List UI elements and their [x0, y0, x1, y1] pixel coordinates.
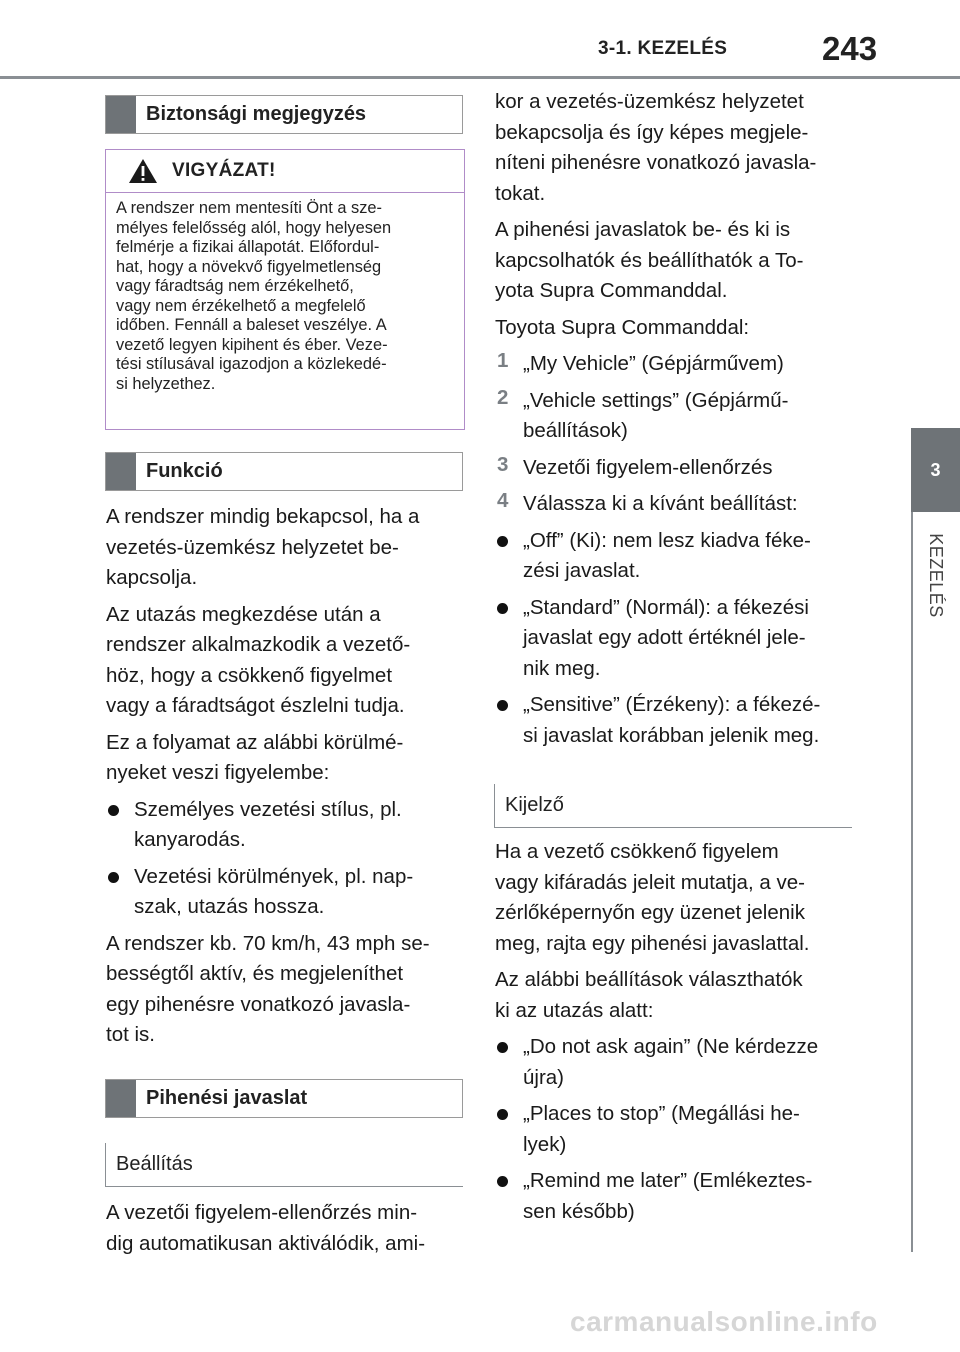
settings-subheading: Beállítás	[105, 1143, 463, 1187]
section-marker	[106, 1080, 136, 1117]
bullet-icon	[108, 872, 119, 883]
watermark: carmanualsonline.info	[570, 1306, 878, 1337]
display-subheading: Kijelző	[494, 784, 852, 828]
list-item: „Places to stop” (Megállási he- lyek)	[495, 1099, 865, 1160]
page-number: 243	[822, 30, 878, 67]
function-title: Funkció	[105, 452, 463, 491]
warning-triangle-icon	[128, 158, 158, 184]
warning-box	[105, 149, 465, 430]
step-item: 3 Vezetői figyelem-ellenőrzés	[497, 452, 773, 479]
header-rule	[0, 76, 960, 79]
paragraph: Toyota Supra Commanddal:	[495, 315, 750, 339]
paragraph: Ha a vezető csökkenő figyelem vagy kifáradás jeleit mutatja, a ve- zérlőképernyőn egy üzenet jelenik meg, rajta egy pihenési javaslattal.	[495, 840, 810, 955]
section-marker	[106, 96, 136, 133]
paragraph: Az alábbi beállítások választhatók ki az utazás alatt:	[495, 968, 803, 1022]
bullet-icon	[497, 536, 508, 547]
step-item: 4 Válassza ki a kívánt beállítást:	[497, 489, 798, 515]
step-number: 4	[497, 489, 509, 512]
warning-text: A rendszer nem mentesíti Önt a sze- mélyes felelősség alól, hogy helyesen felmérje a fizikai állapotát. Előfordul- hat, hogy a növekvő figyelmetlenség vagy fáradtság nem érzékelhető, vagy nem érzékelhető a megfelelő időben. Fennáll a baleset veszélye. A vezető legyen kipihent és éber. Veze- tési stílusával igazodjon a közlekedé- si helyzethez.	[116, 199, 392, 393]
paragraph: Ez a folyamat az alábbi körülmé- nyeket veszi figyelembe:	[106, 730, 404, 784]
paragraph: Az utazás megkezdése után a rendszer alkalmazkodik a vezető- höz, hogy a csökkenő figyelmet vagy a fáradtságot észlelni tudja.	[106, 602, 411, 717]
step-number: 3	[497, 452, 509, 476]
list-item: „Remind me later” (Emlékeztes- sen később)	[495, 1166, 865, 1227]
list-item: „Off” (Ki): nem lesz kiadva féke- zési javaslat.	[495, 526, 865, 587]
right-body-top	[495, 87, 865, 751]
bullet-icon	[497, 700, 508, 711]
bullet-icon	[497, 603, 508, 614]
list-item: „Do not ask again” (Ne kérdezze újra)	[495, 1032, 865, 1093]
paragraph: A rendszer mindig bekapcsol, ha a vezetés-üzemkész helyzetet be- kapcsolja.	[106, 505, 420, 589]
list-item: Személyes vezetési stílus, pl. kanyarodás.	[106, 795, 466, 856]
left-body-bottom: A vezetői figyelem-ellenőrzés min- dig automatikusan aktiválódik, ami-	[106, 1201, 426, 1255]
rest-suggestion-title: Pihenési javaslat	[105, 1079, 463, 1118]
step-item: 1 „My Vehicle” (Gépjárművem)	[497, 349, 784, 375]
left-body-top	[106, 502, 466, 1051]
step-item: 2 „Vehicle settings” (Gépjármű- beállítások)	[497, 385, 789, 442]
chapter-label: KEZELÉS	[925, 532, 946, 618]
bullet-icon	[497, 1109, 508, 1120]
right-body-bottom	[495, 837, 865, 1227]
paragraph: A pihenési javaslatok be- és ki is kapcsolhatók és beállíthatók a To- yota Supra Commanddal.	[495, 218, 804, 302]
safety-notes-title: Biztonsági megjegyzés	[105, 95, 463, 134]
warning-header	[106, 150, 464, 193]
section-marker	[106, 453, 136, 490]
bullet-icon	[497, 1042, 508, 1053]
section-title: 3-1. KEZELÉS	[598, 38, 728, 59]
list-item: Vezetési körülmények, pl. nap- szak, utazás hossza.	[106, 862, 466, 923]
paragraph: kor a vezetés-üzemkész helyzetet bekapcsolja és így képes megjele- níteni pihenésre vonatkozó javasla- tokat.	[495, 90, 817, 205]
bullet-icon	[497, 1176, 508, 1187]
list-item: „Standard” (Normál): a fékezési javaslat egy adott értéknél jele- nik meg.	[495, 593, 865, 685]
paragraph: A rendszer kb. 70 km/h, 43 mph se- bességtől aktív, és megjeleníthet egy pihenésre vonatkozó javasla- tot is.	[106, 931, 430, 1046]
step-number: 1	[497, 349, 509, 372]
list-item: „Sensitive” (Érzékeny): a fékezé- si javaslat korábban jelenik meg.	[495, 690, 865, 751]
step-number: 2	[497, 385, 509, 409]
bullet-icon	[108, 805, 119, 816]
chapter-tab: 3	[911, 428, 960, 512]
warning-title: VIGYÁZAT!	[172, 160, 276, 181]
